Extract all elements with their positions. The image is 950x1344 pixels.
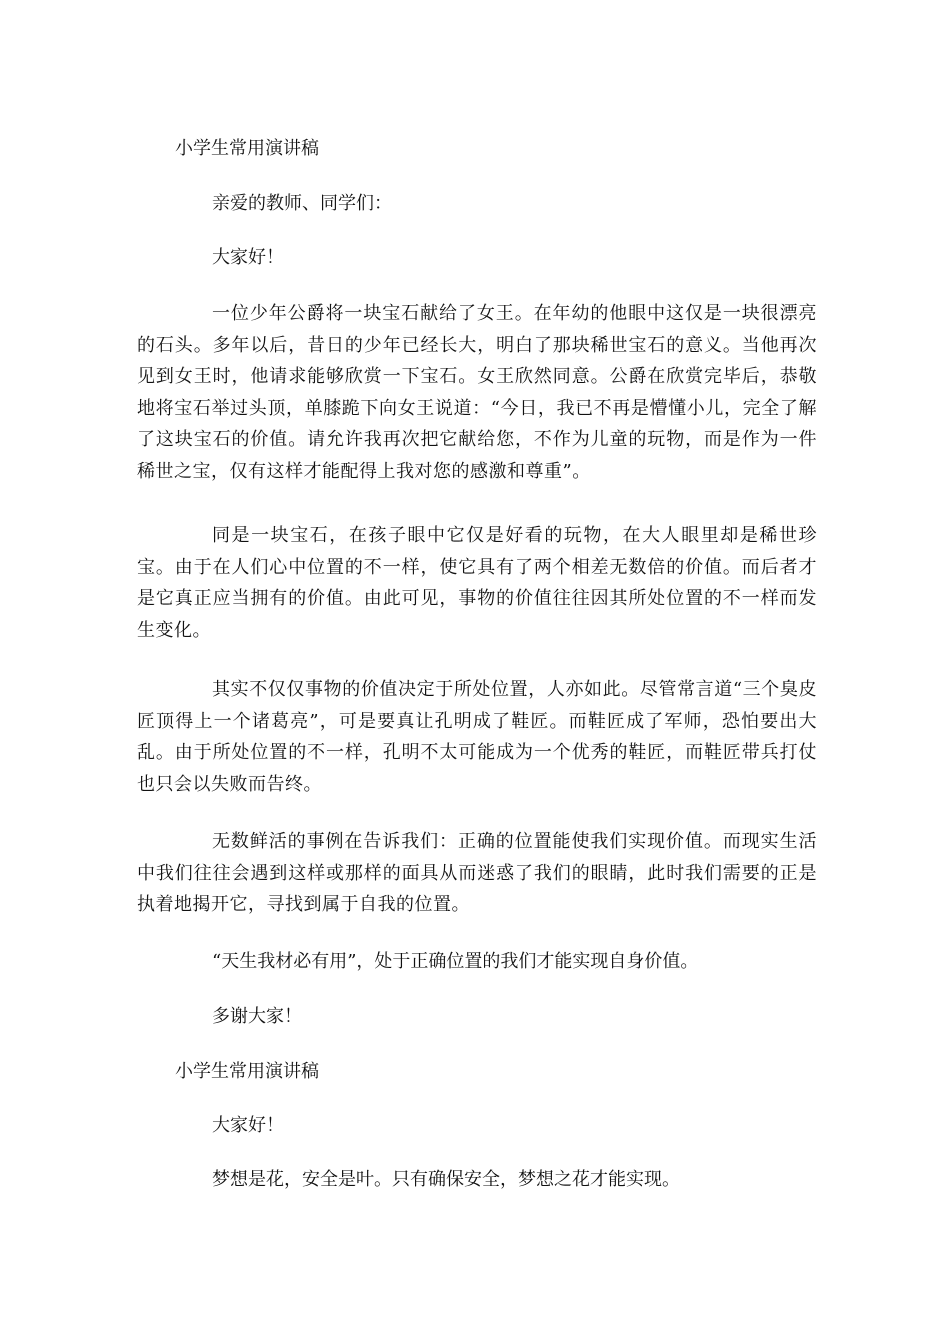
section1-paragraph-2: 同是一块宝石，在孩子眼中它仅是好看的玩物，在大人眼里却是稀世珍宝。由于在人们心中位置的不一样，使它具有了两个相差无数倍的价值。而后者才是它真正应当拥有的价值。由此可见，事物的价值往往因其所处位置的不一样而发生变化。 [137,525,817,641]
section1-title: 小学生常用演讲稿 [175,138,319,159]
section1-greeting: 大家好！ [212,247,284,268]
section1-paragraph-4: 无数鲜活的事例在告诉我们：正确的位置能使我们实现价值。而现实生活中我们往往会遇到这样或那样的面具从而迷惑了我们的眼睛，此时我们需要的正是执着地揭开它，寻找到属于自我的位置。 [137,831,817,915]
section2-title: 小学生常用演讲稿 [175,1061,319,1082]
section2-greeting: 大家好！ [212,1115,284,1136]
section1-paragraph-1: 一位少年公爵将一块宝石献给了女王。在年幼的他眼中这仅是一块很漂亮的石头。多年以后，昔日的少年已经长大，明白了那块稀世宝石的意义。当他再次见到女王时，他请求能够欣赏一下宝石。女王欣然同意。公爵在欣赏完毕后，恭敬地将宝石举过头顶，单膝跪下向女王说道：“今日，我已不再是懵懂小儿，完全了解了这块宝石的价值。请允许我再次把它献给您，不作为儿童的玩物，而是作为一件稀世之宝，仅有这样才能配得上我对您的感激和尊重”。 [137,303,817,482]
section2-first-line: 梦想是花，安全是叶。只有确保安全，梦想之花才能实现。 [212,1169,680,1190]
section1-paragraph-3: 其实不仅仅事物的价值决定于所处位置，人亦如此。尽管常言道“三个臭皮匠顶得上一个诸葛亮”，可是要真让孔明成了鞋匠。而鞋匠成了军师，恐怕要出大乱。由于所处位置的不一样，孔明不太可能成为一个优秀的鞋匠，而鞋匠带兵打仗也只会以失败而告终。 [137,679,817,795]
section1-closing: 多谢大家！ [212,1006,302,1027]
section1-quote-line: “天生我材必有用”，处于正确位置的我们才能实现自身价值。 [212,951,699,972]
section1-salutation: 亲爱的教师、同学们： [212,193,392,214]
